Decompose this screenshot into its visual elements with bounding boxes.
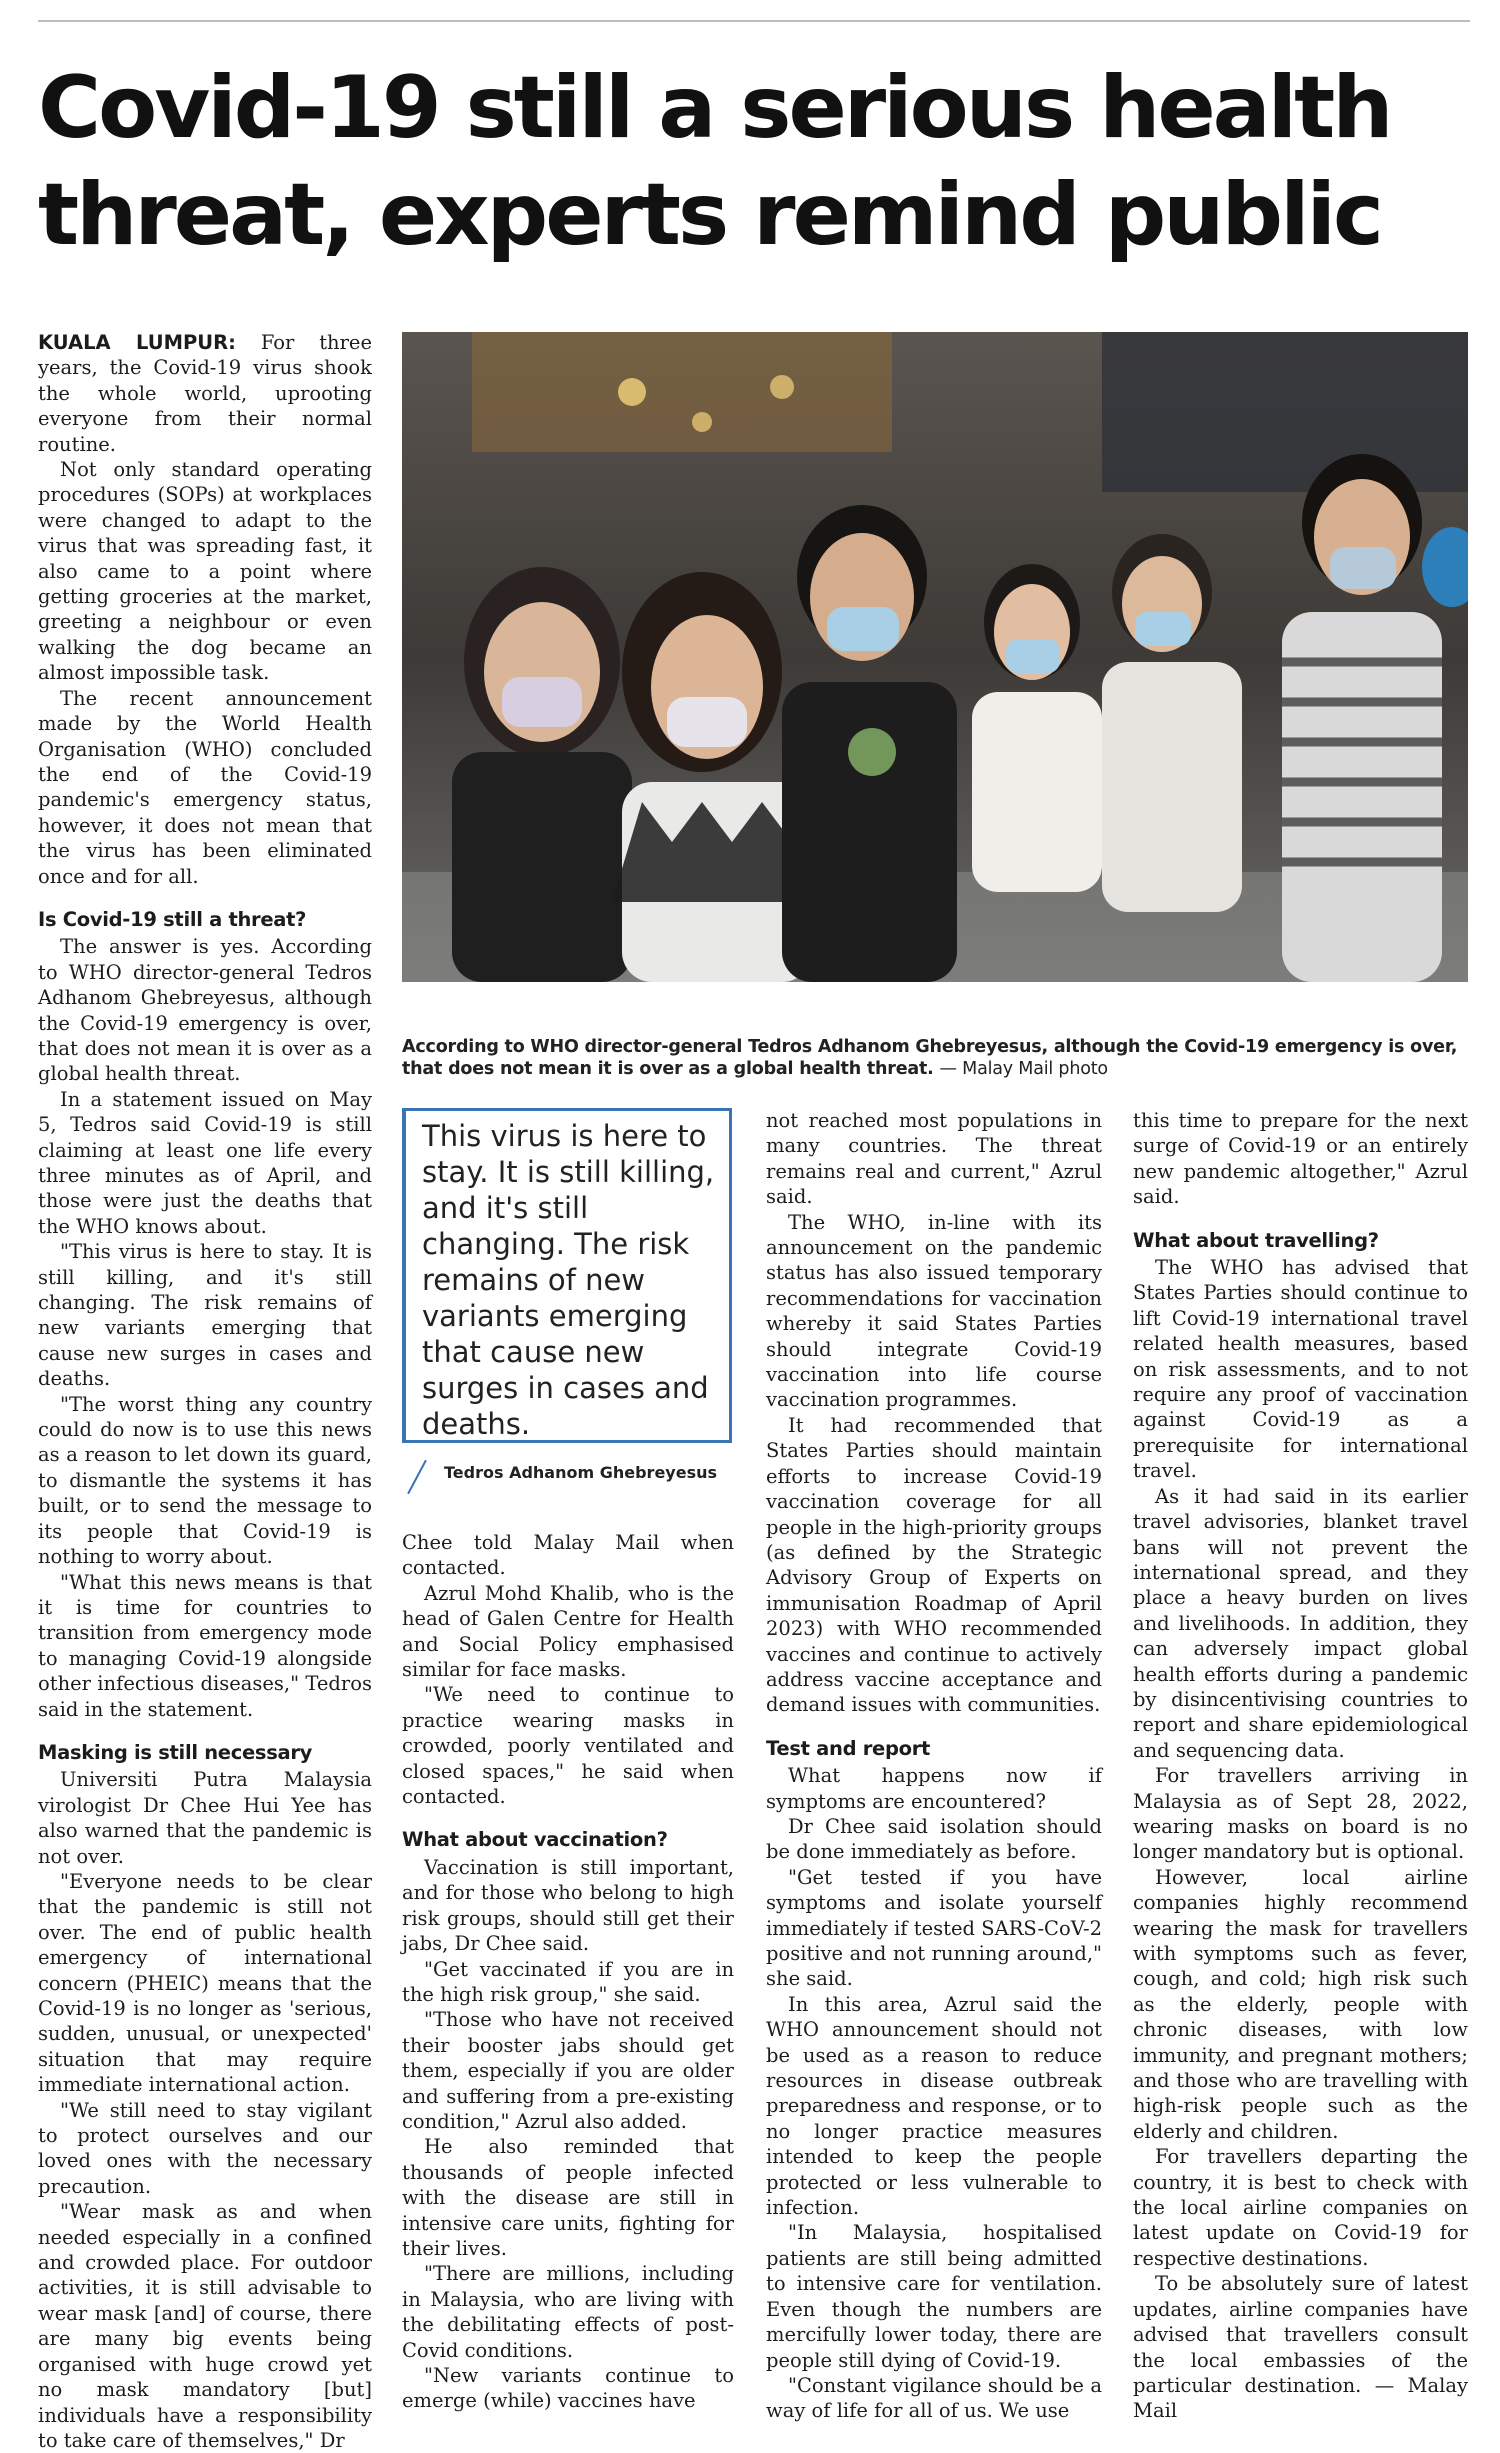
paragraph: "Get tested if you have symptoms and isolate yourself immediately if tested SARS-CoV-2 positive and not running around," she said.: [766, 1865, 1102, 1991]
paragraph: What happens now if symptoms are encountered?: [766, 1764, 1102, 1813]
article-column-3: [766, 1108, 1102, 2424]
paragraph: not reached most populations in many countries. The threat remains real and current," Azrul said.: [766, 1109, 1102, 1209]
article-column-4: [1133, 1108, 1468, 2424]
paragraph: As it had said in its earlier travel advisories, blanket travel bans will not prevent the international spread, and they place a heavy burden on lives and livelihoods. In addition, they can adversely impact global health efforts during a pandemic by disincentivising countries to report and share epidemiological and sequencing data.: [1133, 1484, 1468, 1762]
paragraph: "Wear mask as and when needed especially in a confined and crowded place. For outdoor activities, it is still advisable to wear mask [and] of course, there are many big events being organised with huge crowd yet no mask mandatory [but] individuals have a responsibility to take care of themselves," Dr: [38, 2200, 372, 2452]
crowd-illustration: [402, 332, 1468, 982]
paragraph: Vaccination is still important, and for those who belong to high risk groups, should still get their jabs, Dr Chee said.: [402, 1855, 734, 1956]
caption-text: According to WHO director-general Tedros Adhanom Ghebreyesus, although the Covid-19 emergency is over, that does not mean it is over as a global health threat.: [402, 1037, 1458, 1079]
paragraph: "We still need to stay vigilant to protect ourselves and our loved ones with the necessary precaution.: [38, 2098, 372, 2198]
top-rule: [38, 20, 1470, 22]
paragraph: "What this news means is that it is time for countries to transition from emergency mode to managing Covid-19 alongside other infectious diseases," Tedros said in the statement.: [38, 1570, 372, 1721]
paragraph-text: For three years, the Covid-19 virus shook the whole world, uprooting everyone from their normal routine.: [38, 331, 372, 456]
paragraph: "The worst thing any country could do now is to use this news as a reason to let down its guard, to dismantle the systems it has built, or to send the message to its people that Covid-19 is nothing to worry about.: [38, 1392, 372, 1569]
paragraph: The recent announcement made by the World Health Organisation (WHO) concluded the end of the Covid-19 pandemic's emergency status, however, it does not mean that the virus has been eliminated once and for all.: [38, 686, 372, 888]
paragraph: For travellers departing the country, it is best to check with the local airline companies on latest update on Covid-19 for respective destinations.: [1133, 2145, 1468, 2270]
article-column-1: [38, 330, 372, 2453]
pull-quote-slash: [407, 1460, 427, 1494]
paragraph: To be absolutely sure of latest updates, airline companies have advised that travellers consult the local embassies of the particular destination. — Malay Mail: [1133, 2272, 1468, 2423]
paragraph: "This virus is here to stay. It is still killing, and it's still changing. The risk remains of new variants emerging that cause new surges in cases and deaths.: [38, 1240, 372, 1391]
section-heading: Test and report: [766, 1736, 931, 1760]
headline: Covid-19 still a serious health threat, experts remind public: [38, 58, 1391, 265]
article-column-2: [402, 1530, 734, 2414]
paragraph: Azrul Mohd Khalib, who is the head of Galen Centre for Health and Social Policy emphasised similar for face masks.: [402, 1581, 734, 1682]
paragraph: It had recommended that States Parties should maintain efforts to increase Covid-19 vaccination coverage for all people in the high-priority groups (as defined by the Strategic Advisory Group of Experts on immunisation Roadmap of April 2023) with WHO recommended vaccines and continue to actively address vaccine acceptance and demand issues with communities.: [766, 1413, 1102, 1717]
paragraph: The WHO has advised that States Parties should continue to lift Covid-19 international travel related health measures, based on risk assessments, and to not require any proof of vaccination against Covid-19 as a prerequisite for international travel.: [1133, 1256, 1468, 1483]
dateline: KUALA LUMPUR:: [38, 331, 236, 354]
paragraph: However, local airline companies highly recommend wearing the mask for travellers with symptoms such as fever, cough, and cold; high risk such as the elderly, people with chronic diseases, with low immunity, and pregnant mothers; and those who are travelling with high-risk people such as the elderly and children.: [1133, 1865, 1468, 2143]
photo-credit: — Malay Mail photo: [939, 1059, 1108, 1079]
paragraph: In this area, Azrul said the WHO announcement should not be used as a reason to reduce resources in disease outbreak preparedness and response, or to no longer practice measures intended to keep the people protected or less vulnerable to infection.: [766, 1992, 1102, 2220]
pull-quote: [402, 1108, 732, 1488]
section-heading: Is Covid-19 still a threat?: [38, 907, 307, 931]
section-heading: Masking is still necessary: [38, 1740, 313, 1764]
paragraph: this time to prepare for the next surge of Covid-19 or an entirely new pandemic altogether," Azrul said.: [1133, 1109, 1468, 1209]
paragraph: The answer is yes. According to WHO director-general Tedros Adhanom Ghebreyesus, although the Covid-19 emergency is over, that does not mean it is over as a global health threat.: [38, 935, 372, 1086]
paragraph: Dr Chee said isolation should be done immediately as before.: [766, 1814, 1102, 1864]
paragraph: Not only standard operating procedures (SOPs) at workplaces were changed to adapt to the virus that was spreading fast, it also came to a point where getting groceries at the market, greeting a neighbour or even walking the dog became an almost impossible task.: [38, 458, 372, 685]
photo-caption: [402, 1036, 1468, 1080]
paragraph: "Constant vigilance should be a way of life for all of us. We use: [766, 2373, 1102, 2423]
paragraph: "Everyone needs to be clear that the pandemic is still not over. The end of public health emergency of international concern (PHEIC) means that the Covid-19 is no longer as 'serious, sudden, unusual, or unexpected' situation that may require immediate international action.: [38, 1869, 372, 2097]
paragraph: "Those who have not received their booster jabs should get them, especially if you are older and suffering from a pre-existing condition," Azrul also added.: [402, 2008, 734, 2133]
paragraph: "Get vaccinated if you are in the high risk group," she said.: [402, 1957, 734, 2006]
paragraph: Universiti Putra Malaysia virologist Dr Chee Hui Yee has also warned that the pandemic is not over.: [38, 1768, 372, 1868]
paragraph: In a statement issued on May 5, Tedros said Covid-19 is still claiming at least one life every three minutes as of April, and those were just the deaths that the WHO knows about.: [38, 1087, 372, 1238]
pull-quote-attribution: Tedros Adhanom Ghebreyesus: [444, 1463, 718, 1482]
paragraph: For travellers arriving in Malaysia as of Sept 28, 2022, wearing masks on board is no longer mandatory but is optional.: [1133, 1764, 1468, 1864]
pull-quote-text: This virus is here to stay. It is still killing, and it's still changing. The risk remains of new variants emerging that cause new surges in cases and deaths.: [422, 1119, 715, 1441]
paragraph: "New variants continue to emerge (while) vaccines have: [402, 2364, 734, 2413]
paragraph: He also reminded that thousands of people infected with the disease are still in intensive care units, fighting for their lives.: [402, 2135, 734, 2260]
paragraph: Chee told Malay Mail when contacted.: [402, 1531, 734, 1580]
paragraph: [38, 330, 372, 457]
section-heading: What about vaccination?: [402, 1828, 668, 1852]
paragraph: The WHO, in-line with its announcement on the pandemic status has also issued temporary recommendations for vaccination whereby it said States Parties should integrate Covid-19 vaccination into life course vaccination programmes.: [766, 1210, 1102, 1412]
paragraph: "There are millions, including in Malaysia, who are living with the debilitating effects of post-Covid conditions.: [402, 2262, 734, 2362]
paragraph: "In Malaysia, hospitalised patients are still being admitted to intensive care for ventilation. Even though the numbers are mercifully lower today, there are people still dying of Covid-19.: [766, 2221, 1102, 2372]
section-heading: What about travelling?: [1133, 1228, 1379, 1252]
news-photo: [402, 332, 1468, 982]
paragraph: "We need to continue to practice wearing masks in crowded, poorly ventilated and closed spaces," he said when contacted.: [402, 1683, 734, 1809]
